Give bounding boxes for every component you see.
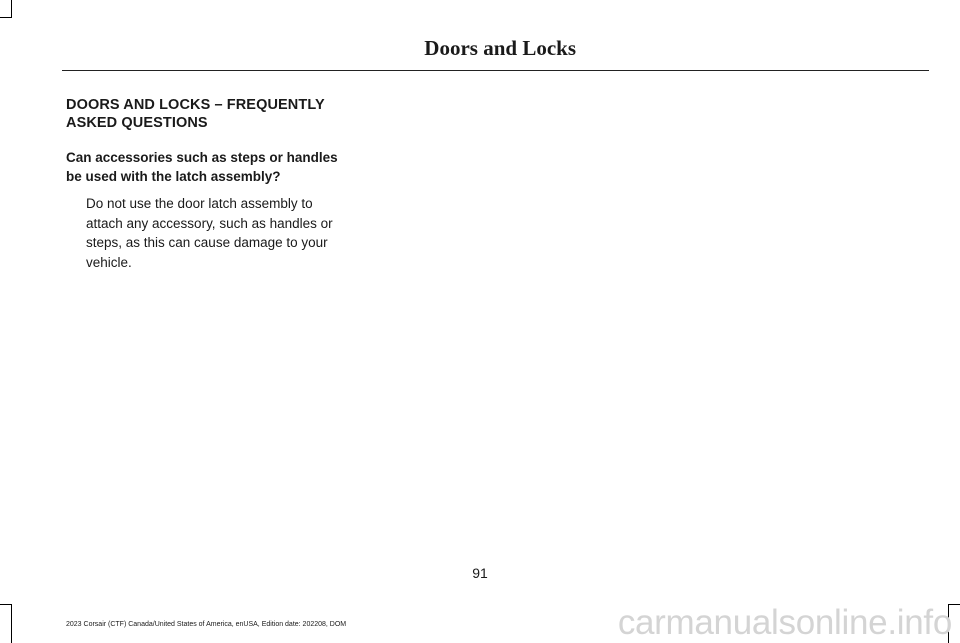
- watermark-text: carmanualsonline.info: [617, 603, 952, 642]
- main-content: [66, 96, 341, 272]
- faq-question: Can accessories such as steps or handles be used with the latch assembly?: [66, 150, 338, 184]
- crop-mark: [11, 0, 12, 18]
- crop-mark: [11, 604, 12, 643]
- edition-footer: 2023 Corsair (CTF) Canada/United States of America, enUSA, Edition date: 202208, DOM: [66, 621, 347, 628]
- faq-answer: Do not use the door latch assembly to attach any accessory, such as handles or steps, as this can cause damage to your vehicle.: [86, 196, 333, 270]
- crop-mark: [0, 17, 12, 18]
- crop-mark: [0, 604, 12, 605]
- chapter-title: Doors and Locks: [424, 36, 576, 60]
- page-number: 91: [472, 565, 488, 581]
- section-title: DOORS AND LOCKS – FREQUENTLY ASKED QUESTIONS: [66, 97, 325, 131]
- header-divider: [62, 70, 929, 71]
